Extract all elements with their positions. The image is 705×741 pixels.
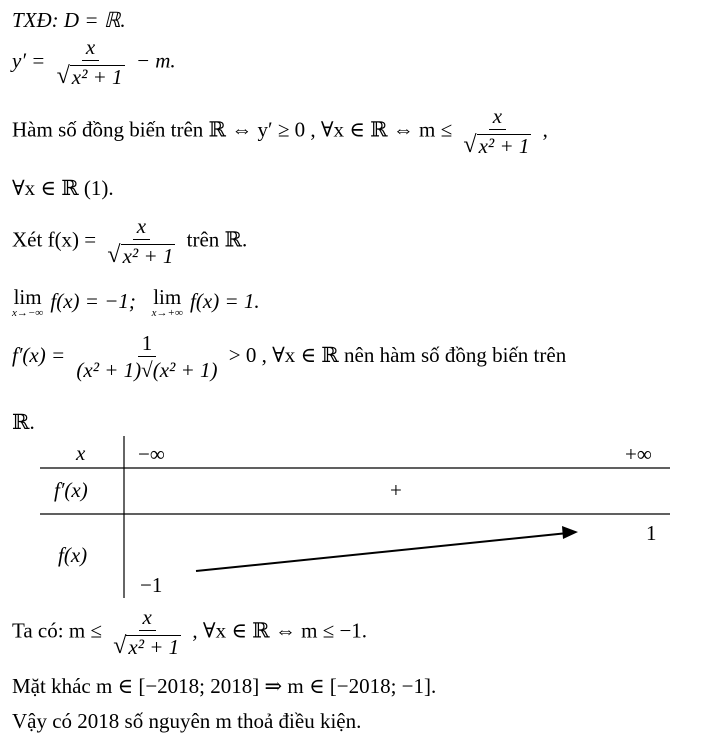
derivative-line <box>12 37 176 88</box>
conclusion-fraction <box>109 607 185 658</box>
fraction-numerator: x <box>489 106 506 130</box>
table-right-value: 1 <box>646 521 657 545</box>
consider-function-line <box>12 216 247 267</box>
conclusion-line-2: Mặt khác m ∈ [−2018; 2018] ⇒ m ∈ [−2018; −1]. <box>12 674 437 698</box>
consider-text: Xét f(x) = <box>12 227 97 252</box>
table-left-value: −1 <box>140 573 163 597</box>
fraction-denominator: √ x² + 1 <box>56 63 123 89</box>
condition-text: Hàm số đồng biến trên ℝ ⇔ y′ ≥ 0 , ∀x ∈ ℝ ⇔ m ≤ <box>12 117 453 142</box>
fraction-denominator: (x² + 1)√(x² + 1) <box>76 358 218 382</box>
limits-line <box>12 287 260 319</box>
derivative-rhs: − m. <box>135 48 176 73</box>
arrow-head-icon <box>562 526 578 539</box>
table-neg-inf: −∞ <box>138 442 165 466</box>
fraction-numerator: x <box>82 37 99 61</box>
limit-neg-inf: lim x→−∞ <box>12 285 44 319</box>
table-f-label: f(x) <box>58 543 88 567</box>
fraction-denominator: √ x² + 1 <box>463 132 530 158</box>
fprime-lhs: f′(x) = <box>12 342 66 367</box>
fraction-numerator: x <box>133 216 150 240</box>
condition-fraction <box>459 106 535 157</box>
fprime-tail: > 0 , ∀x ∈ ℝ nên hàm số đồng biến trên <box>228 342 567 367</box>
conclusion-line-3: Vậy có 2018 số nguyên m thoả điều kiện. <box>12 709 362 733</box>
real-line: ℝ. <box>12 410 35 434</box>
condition-tail: , <box>542 117 548 142</box>
limit-pos-value: f(x) = 1. <box>190 288 260 313</box>
table-sign: + <box>390 478 402 502</box>
increasing-arrow-line <box>196 533 568 571</box>
second-derivative-line <box>12 333 566 381</box>
limit-neg-value: f(x) = −1; <box>50 288 136 313</box>
fprime-fraction <box>72 333 221 381</box>
fraction-denominator: √ x² + 1 <box>113 633 180 659</box>
domain-line: TXĐ: D = ℝ. <box>12 8 126 32</box>
consider-tail: trên ℝ. <box>186 227 248 252</box>
limit-pos-inf: lim x→+∞ <box>151 285 183 319</box>
derivative-fraction <box>53 37 129 88</box>
conclusion-text: Ta có: m ≤ <box>12 618 102 643</box>
function-fraction <box>103 216 179 267</box>
fraction-numerator: x <box>139 607 156 631</box>
fraction-numerator: 1 <box>138 333 157 357</box>
forall-line: ∀x ∈ ℝ (1). <box>12 176 114 200</box>
conclusion-line-1 <box>12 607 367 658</box>
table-fprime-label: f′(x) <box>54 478 88 502</box>
table-x-label: x <box>76 441 86 465</box>
fraction-denominator: √ x² + 1 <box>107 242 174 268</box>
table-pos-inf: +∞ <box>625 442 652 466</box>
conclusion-tail: , ∀x ∈ ℝ ⇔ m ≤ −1. <box>192 618 368 643</box>
monotonic-condition-line <box>12 106 548 157</box>
derivative-lhs: y′ = <box>12 48 46 73</box>
